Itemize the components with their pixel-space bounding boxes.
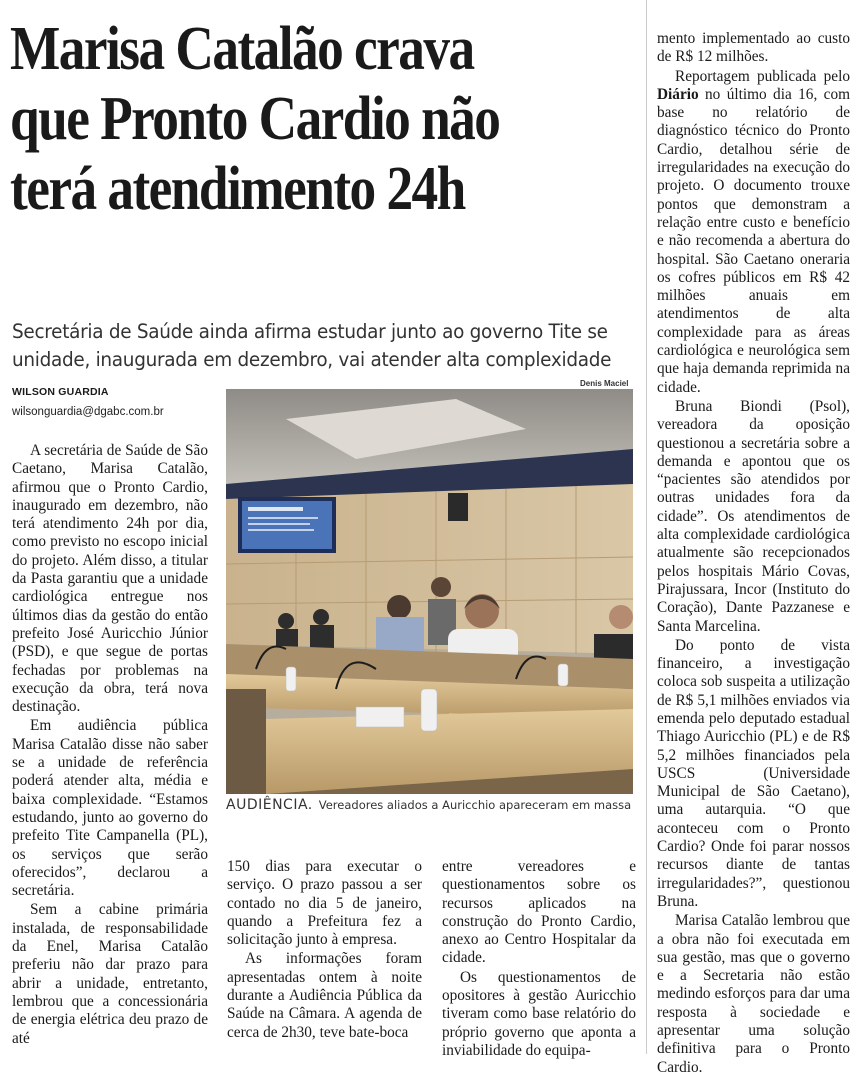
paragraph: A secretária de Saúde de São Caetano, Marisa Catalão, afirmou que o Pronto Cardio, inaugurado em dezembro, não terá atendimento 24h por dia, como previsto no escopo inicial do projeto. Além disso, a titular da Pasta garantiu que a unidade cardiológica entregue nos últimos dias da gestão do então prefeito José Auricchio Júnior (PSD), e que segue de portas fechadas por problemas na execução da obra, terá nova destinação. [12,442,208,716]
byline: WILSON GUARDIA [12,386,109,398]
paragraph: 150 dias para executar o serviço. O prazo passou a ser contado no dia 5 de janeiro, quando a Prefeitura fez a solicitação junto à empresa. [227,858,422,949]
headline-line: Marisa Catalão crava [10,15,474,83]
paragraph: Do ponto de vista financeiro, a investigação coloca sob suspeita a utilização de R$ 5,1 milhões enviados via emenda pelo deputado estadual Thiago Auricchio (PL) e de R$ 5,2 milhões financiados pela USCS (Universidade Municipal de São Caetano), uma autarquia. “O que aconteceu com o Pronto Cardio? Onde foi parar nossos recursos diante de tantas irregularidades?”, questionou Bruna. [657,636,850,910]
article-column-4 [657,30,850,1078]
photo-credit: Denis Maciel [580,379,629,388]
paragraph: Em audiência pública Marisa Catalão disse não saber se a unidade de referência poderá atender alta, média e baixa complexidade. “Estamos estudando, junto ao governo do prefeito Tite Campanella (PL), os serviços que serão oferecidos”, declarou a secretária. [12,717,208,900]
headline [10,14,646,224]
paragraph: Sem a cabine primária instalada, de responsabilidade da Enel, Marisa Catalão preferiu não dar prazo para abrir a unidade, entretanto, lembrou que a concessionária de energia elétrica deu prazo de até [12,901,208,1047]
newspaper-name: Diário [657,85,699,103]
article-photo [226,389,633,794]
photo-caption [226,797,636,813]
paragraph: mento implementado ao custo de R$ 12 milhões. [657,30,850,66]
headline-line: terá atendimento 24h [10,155,465,223]
paragraph: Bruna Biondi (Psol), vereadora da oposição questionou a secretária sobre a demanda e apontou que os “pacientes são atendidos por outras unidades fora da cidade”. Os atendimentos de alta complexidade cardiológica atualmente são recepcionados pelos hospitais Mário Covas, Pirajussara, Incor (Instituto do Coração), Dante Pazzanese e Santa Marcelina. [657,397,850,635]
paragraph-text: Reportagem publicada pelo [675,67,850,85]
paragraph: Marisa Catalão lembrou que a obra não foi executada em sua gestão, mas que o governo e a Secretaria não estão medindo esforços para dar uma resposta à sociedade e apresentar uma solução definitiva para o Pronto Cardio. [657,912,850,1076]
headline-line: que Pronto Cardio não [10,85,500,153]
paragraph-text: no último dia 16, com base no relatório de diagnóstico técnico do Pronto Cardio, detalhou série de irregularidades na execução do projeto. O documento trouxe pontos que demonstram a relação entre custo e benefício e não recomenda a abertura do hospital. São Caetano oneraria os cofres públicos em R$ 42 milhões anuais em atendimentos de alta complexidade para as áreas cardiológica e neurológica sem que haja demanda reprimida na cidade. [657,85,850,396]
paragraph [657,68,850,397]
article-column-1 [12,442,208,1049]
column-divider [646,0,647,1054]
caption-text: Vereadores aliados a Auricchio apareceram em massa [318,798,632,812]
caption-lead: AUDIÊNCIA. [226,797,313,813]
paragraph: entre vereadores e questionamentos sobre os recursos aplicados na construção do Pronto Cardio, anexo ao Centro Hospitalar da cidade. [442,858,636,967]
article-column-2 [227,858,422,1043]
author-email: wilsonguardia@dgabc.com.br [12,406,164,418]
article-column-3 [442,858,636,1061]
subheadline: Secretária de Saúde ainda afirma estudar junto ao governo Tite se unidade, inaugurada em dezembro, vai atender alta complexidade [12,320,612,371]
paragraph: Os questionamentos de opositores à gestão Auricchio tiveram como base relatório do próprio governo que aponta a inviabilidade do equipa- [442,968,636,1059]
paragraph: As informações foram apresentadas ontem à noite durante a Audiência Pública da Saúde na Câmara. A agenda de cerca de 2h30, teve bate-boca [227,950,422,1041]
